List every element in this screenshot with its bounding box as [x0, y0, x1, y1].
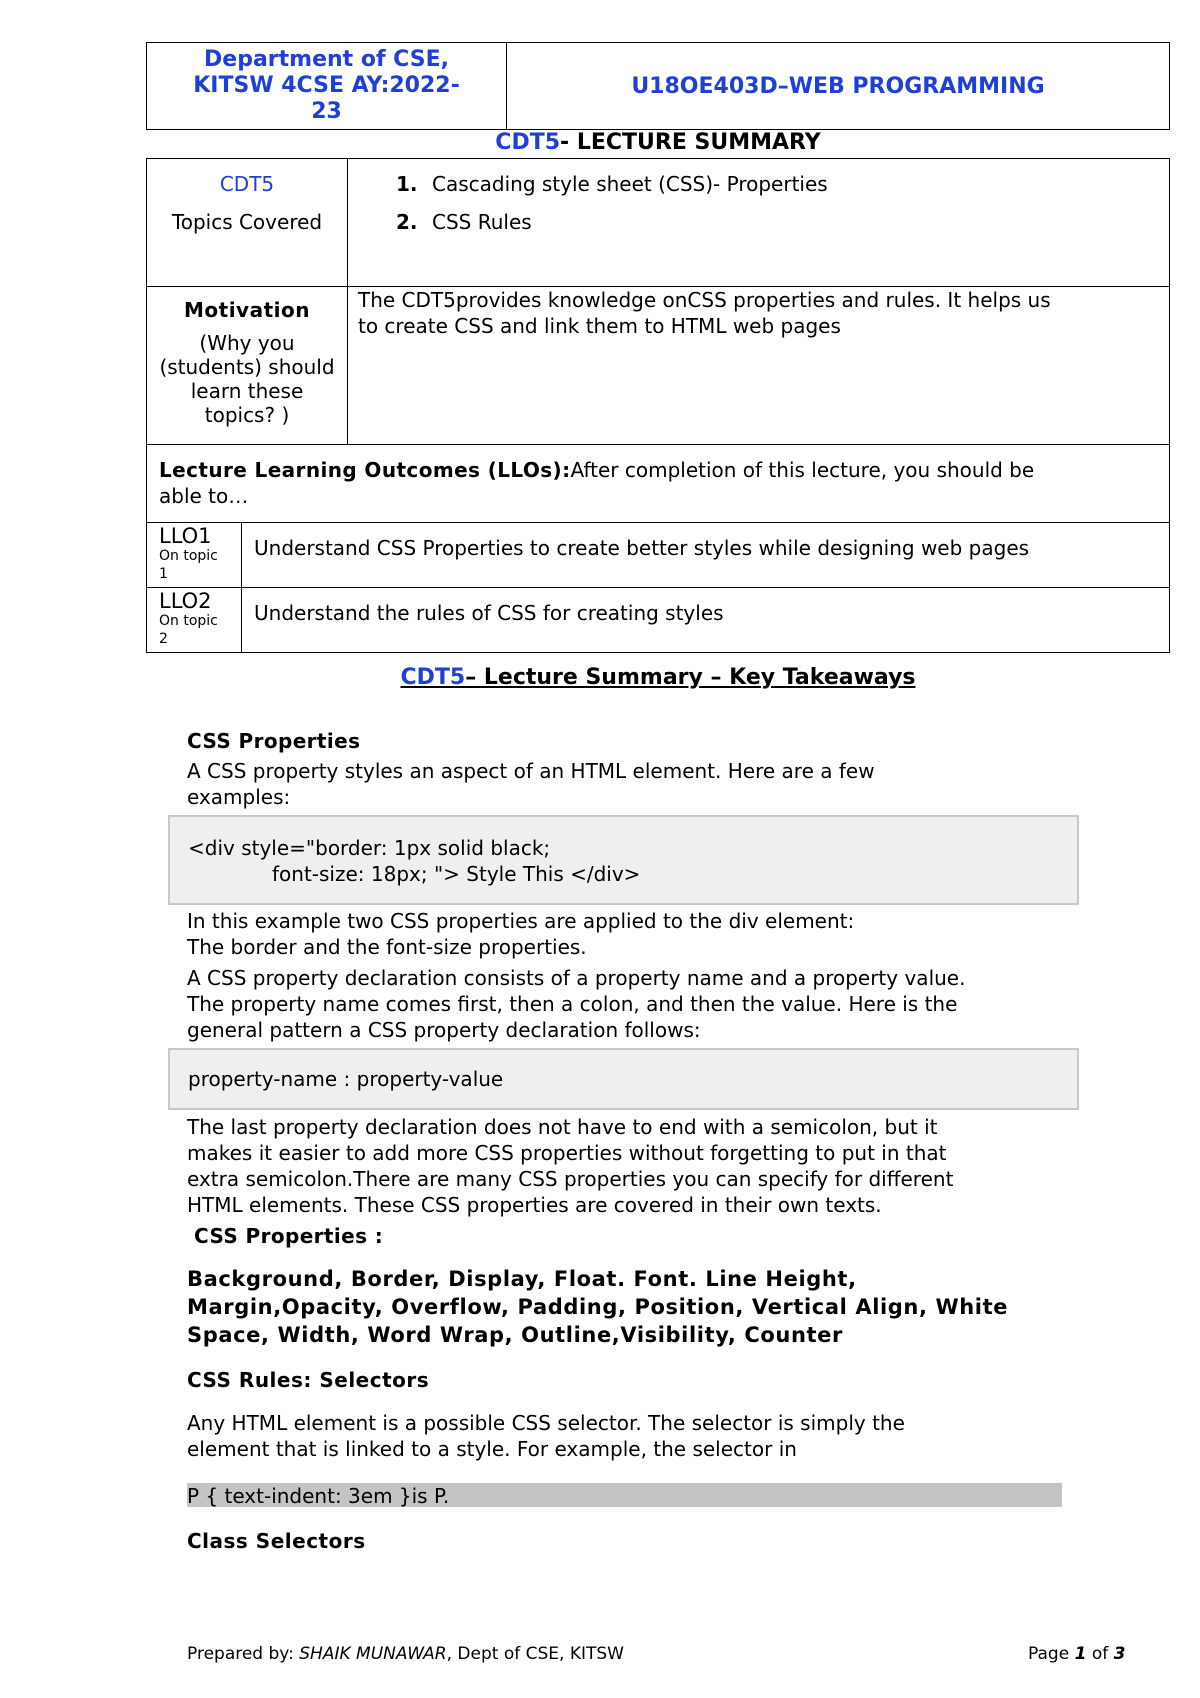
of-label: of — [1091, 1644, 1109, 1664]
paragraph-line: In this example two CSS properties are applied to the div element: — [187, 909, 855, 933]
llo-topic-number: 1 — [159, 566, 168, 582]
motivation-text — [348, 287, 1169, 444]
css-properties-list-heading: CSS Properties : — [194, 1224, 384, 1248]
motivation-subtitle-line: (Why you — [199, 331, 295, 355]
code-pattern-box — [168, 1048, 1079, 1110]
css-rules-text — [187, 1410, 905, 1462]
footer-prepared-by — [187, 1644, 624, 1664]
author-name: SHAIK MUNAWAR — [299, 1644, 447, 1664]
code-example-div — [168, 815, 1079, 905]
department-line-1: Department of CSE, — [204, 47, 449, 72]
topic-item-text: CSS Rules — [432, 210, 532, 234]
llo-topic-ref: On topic — [159, 548, 218, 564]
paragraph-line: Margin,Opacity, Overflow, Padding, Position, Vertical Align, White — [187, 1295, 1009, 1319]
topic-item-2 — [396, 209, 1169, 235]
llo-text: Understand the rules of CSS for creating styles — [254, 601, 724, 625]
total-pages: 3 — [1113, 1644, 1126, 1664]
paragraph-line: Space, Width, Word Wrap, Outline,Visibility, Counter — [187, 1323, 843, 1347]
topic-item-text: Cascading style sheet (CSS)- Properties — [432, 172, 828, 196]
llo-row-1 — [147, 523, 1169, 588]
motivation-row — [147, 287, 1169, 445]
paragraph-line: makes it easier to add more CSS properties without forgetting to put in that — [187, 1141, 947, 1165]
topic-item-number: 1. — [396, 172, 418, 196]
motivation-subtitle — [147, 331, 347, 427]
motivation-heading: Motivation — [184, 298, 310, 322]
css-properties-list — [187, 1265, 1008, 1349]
course-cell — [507, 43, 1169, 129]
summary-title-text: - LECTURE SUMMARY — [560, 130, 821, 155]
motivation-subtitle-line: (students) should — [159, 355, 335, 379]
llo-intro-text: After completion of this lecture, you should be — [570, 458, 1035, 482]
code-line: font-size: 18px; "> Style This </div> — [272, 862, 641, 886]
topic-item-number: 2. — [396, 210, 418, 234]
paragraph-line: examples: — [187, 785, 291, 809]
llo-id: LLO2 — [159, 589, 212, 613]
paragraph-line: The property name comes first, then a colon, and then the value. Here is the — [187, 992, 958, 1016]
paragraph-line: The last property declaration does not have to end with a semicolon, but it — [187, 1115, 938, 1139]
paragraph-line: element that is linked to a style. For example, the selector in — [187, 1437, 797, 1461]
example-explanation — [187, 908, 854, 960]
llo-id-cell — [147, 523, 242, 587]
llo-topic-number: 2 — [159, 631, 168, 647]
summary-table — [146, 158, 1170, 653]
topics-label: Topics Covered — [171, 210, 323, 234]
llo-text: Understand CSS Properties to create better styles while designing web pages — [254, 536, 1030, 560]
paragraph-line: Any HTML element is a possible CSS selector. The selector is simply the — [187, 1411, 905, 1435]
topic-item-1 — [396, 171, 1169, 197]
paragraph-line: Background, Border, Display, Float. Font. Line Height, — [187, 1267, 857, 1291]
topics-code: CDT5 — [219, 172, 275, 196]
css-properties-heading: CSS Properties — [187, 729, 361, 753]
motivation-label-cell — [147, 287, 348, 444]
motivation-text-line: to create CSS and link them to HTML web pages — [358, 314, 841, 338]
llo-intro-heading: Lecture Learning Outcomes (LLOs): — [159, 458, 571, 482]
summary-title — [146, 130, 1170, 156]
declaration-explanation — [187, 965, 965, 1043]
selector-code-example: P { text-indent: 3em }is P. — [187, 1483, 1062, 1507]
course-title: U18OE403D–WEB PROGRAMMING — [631, 73, 1045, 99]
llo-id-cell — [147, 588, 242, 652]
footer-page-number — [1028, 1644, 1125, 1664]
class-selectors-heading: Class Selectors — [187, 1529, 366, 1553]
topics-list — [348, 159, 1169, 286]
header-table — [146, 42, 1170, 130]
code-line: property-name : property-value — [188, 1067, 504, 1091]
department-cell — [147, 43, 507, 129]
llo-intro-text-continued: able to… — [159, 484, 249, 508]
llo-topic-ref: On topic — [159, 613, 218, 629]
topics-label-cell — [147, 159, 348, 286]
llo-intro-row — [147, 445, 1169, 523]
code-line: <div style="border: 1px solid black; — [188, 836, 551, 860]
current-page: 1 — [1074, 1644, 1087, 1664]
paragraph-line: A CSS property declaration consists of a property name and a property value. — [187, 966, 966, 990]
semicolon-explanation — [187, 1114, 953, 1218]
department-line-3: 23 — [311, 99, 342, 124]
key-takeaways-code: CDT5 — [400, 665, 466, 690]
department-line-2: KITSW 4CSE AY:2022- — [193, 73, 460, 98]
author-dept: , Dept of CSE, KITSW — [446, 1644, 624, 1664]
paragraph-line: HTML elements. These CSS properties are covered in their own texts. — [187, 1193, 882, 1217]
prepared-label: Prepared by: — [187, 1644, 294, 1664]
motivation-subtitle-line: learn these — [190, 379, 304, 403]
summary-title-code: CDT5 — [495, 130, 561, 155]
motivation-text-line: The CDT5provides knowledge onCSS properties and rules. It helps us — [358, 288, 1051, 312]
css-rules-heading: CSS Rules: Selectors — [187, 1368, 430, 1392]
motivation-subtitle-line: topics? ) — [204, 403, 290, 427]
paragraph-line: general pattern a CSS property declaration follows: — [187, 1018, 701, 1042]
paragraph-line: A CSS property styles an aspect of an HTML element. Here are a few — [187, 759, 875, 783]
key-takeaways-text: – Lecture Summary – Key Takeaways — [465, 665, 916, 690]
key-takeaways-title — [146, 664, 1170, 692]
llo-id: LLO1 — [159, 524, 212, 548]
paragraph-line: extra semicolon.There are many CSS properties you can specify for different — [187, 1167, 954, 1191]
paragraph-line: The border and the font-size properties. — [187, 935, 587, 959]
page-label: Page — [1028, 1644, 1070, 1664]
css-properties-intro — [187, 758, 875, 810]
topics-row — [147, 159, 1169, 287]
llo-row-2 — [147, 588, 1169, 652]
